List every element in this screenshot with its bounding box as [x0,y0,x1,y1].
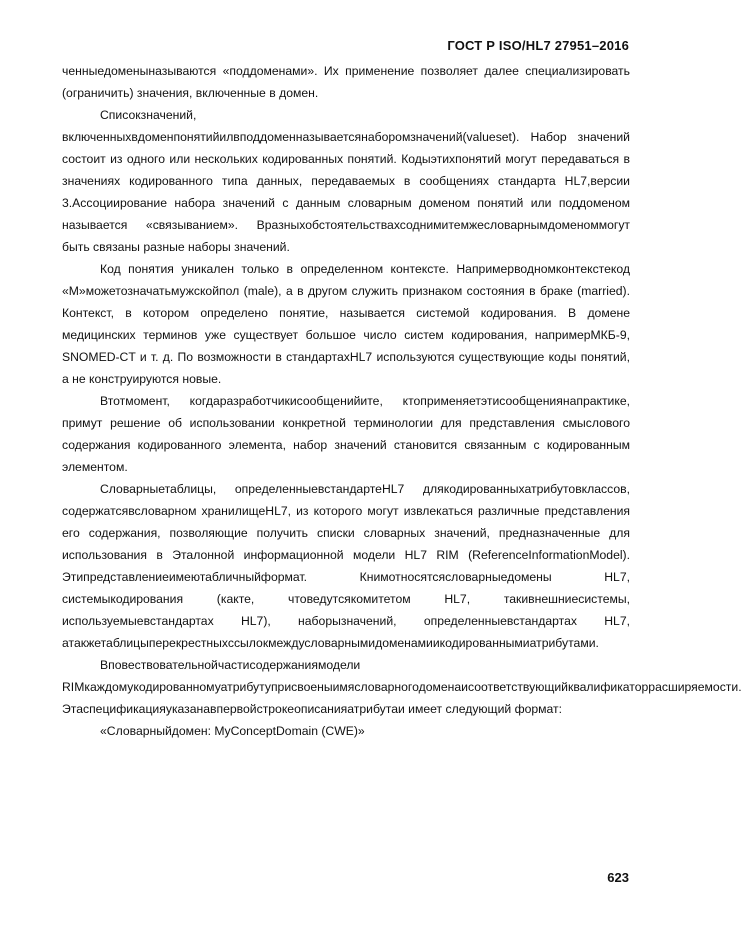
paragraph: Списокзначений, включенныхвдоменпонятийилвподдоменназываетсянаборомзначений(valueset). Набор значений состоит из одного или нескольких кодированных понятий. Кодыэтихпонятий могут передаваться в значениях кодированного типа данных, передаваемых в сообщениях стандарта HL7,версии 3.Ассоциирование набора значений с данным словарным доменом понятий или поддоменом называется «связыванием». Вразныхобстоятельствахсоднимитемжесловарнымдоменоммогут быть связаны разные наборы значений. [62,108,630,254]
page-number: 623 [607,870,629,885]
paragraph: «Словарныйдомен: MyConceptDomain (CWE)» [100,724,365,738]
document-body [62,60,742,742]
paragraph: Втотмомент, когдаразработчикисообщенийите, ктоприменяетэтисообщениянапрактике, примут решение об использовании конкретной терминологии для представления смыслового содержания кодированного элемента, набор значений становится связанным с кодированным элементом. [62,394,630,474]
paragraph: ченныедоменыназываются «поддоменами». Их применение позволяет далее специализировать (ограничить) значения, включенные в домен. [62,64,630,100]
paragraph: Словарныетаблицы, определенныевстандартеHL7 длякодированныхатрибутовклассов, содержатсявсловарном хранилищеHL7, из которого могут извлекаться различные представления его содержания, позволяющие получить списки словарных значений, предназначенные для использования в Эталонной информационной модели HL7 RIM (ReferenceInformationModel). Этипредставлениеимеютабличныйформат. Книмотносятсясловарныедомены HL7, системыкодирования (какте, чтоведутсякомитетом HL7, такивнешниесистемы, используемыевстандартах HL7), наборызначений, определенныевстандартах HL7, атакжетаблицыперекрестныхссылокмеждусловарнымидоменамиикодированнымиатрибутами. [62,482,630,650]
paragraph: Код понятия уникален только в определенном контексте. Напримерводномконтекстекод «М»можетозначатьмужскойпол (male), а в другом служить признаком состояния в браке (married). Контекст, в котором определено понятие, называется системой кодирования. В домене медицинских терминов уже существует большое число систем кодирования, напримерМКБ-9, SNOMED-CT и т. д. По возможности в стандартахHL7 используются существующие коды понятий, а не конструируются новые. [62,262,630,386]
standard-header: ГОСТ Р ISO/HL7 27951–2016 [447,38,629,53]
paragraph: Вповествовательнойчастисодержаниямодели RIMкаждомукодированномуатрибутуприсвоеныимясловарногодоменаисоответствующийквалификаторрасширяемости. Этаспецификацияуказанавпервойстрокеописанияатрибутаи имеет следующий формат: [62,658,742,716]
